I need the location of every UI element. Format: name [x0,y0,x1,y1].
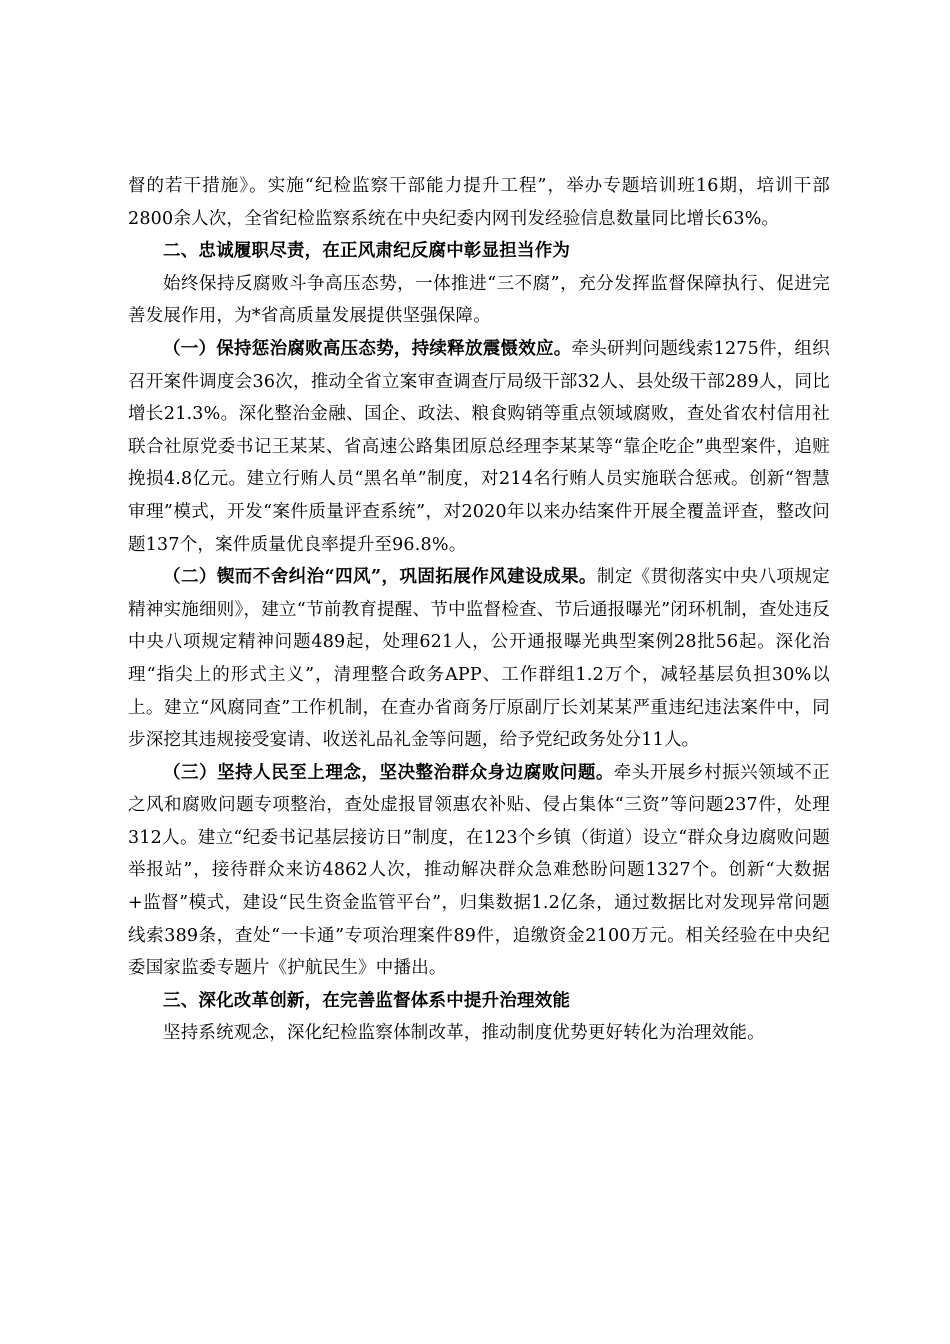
paragraph-subsection-2 [128,561,830,757]
paragraph-text: 制定《贯彻落实中央八项规定精神实施细则》，建立“节前教育提醒、节中监督检查、节后通报曝光”闭环机制，查处违反中央八项规定精神问题489起，处理621人，公开通报曝光典型案例28批56起。深化治理“指尖上的形式主义”，清理整合政务APP、工作群组1.2万个，减轻基层负担30%以上。建立“风腐同查”工作机制，在查办省商务厅原副厅长刘某某严重违纪违法案件中，同步深挖其违规接受宴请、收送礼品礼金等问题，给予党纪政务处分11人。 [128,567,830,751]
paragraph-text: 牵头研判问题线索1275件，组织召开案件调度会36次，推动全省立案审查调查厅局级干部32人、县处级干部289人，同比增长21.3%。深化整治金融、国企、政法、粮食购销等重点领域腐败，查处省农村信用社联合社原党委书记王某某、省高速公路集团原总经理李某某等“靠企吃企”典型案件，追赃挽损4.8亿元。建立行贿人员“黑名单”制度，对214名行贿人员实施联合惩戒。创新“智慧审理”模式，开发“案件质量评查系统”，对2020年以来办结案件开展全覆盖评查，整改问题137个，案件质量优良率提升至96.8%。 [128,338,830,555]
paragraph-text: 始终保持反腐败斗争高压态势，一体推进“三不腐”，充分发挥监督保障执行、促进完善发展作用，为*省高质量发展提供坚强保障。 [128,273,830,327]
paragraph-text: 督的若干措施》。实施“纪检监察干部能力提升工程”，举办专题培训班16期，培训干部2800余人次，全省纪检监察系统在中央纪委内网刊发经验信息数量同比增长63%。 [128,176,830,229]
subsection-lead: （二）锲而不舍纠治“四风”，巩固拓展作风建设成果。 [163,567,597,588]
subsection-lead: （一）保持惩治腐败高压态势，持续释放震慑效应。 [163,338,572,359]
heading-text: 三、深化改革创新，在完善监督体系中提升治理效能 [163,990,571,1011]
paragraph-intro-3 [128,1017,830,1050]
paragraph-text: 坚持系统观念，深化纪检监察体制改革，推动制度优势更好转化为治理效能。 [163,1023,765,1044]
paragraph-subsection-1 [128,333,830,561]
section-heading-3 [128,985,830,1018]
paragraph-text: 牵头开展乡村振兴领域不正之风和腐败问题专项整治，查处虚报冒领惠农补贴、侵占集体“三资”等问题237件，处理312人。建立“纪委书记基层接访日”制度，在123个乡镇（街道）设立“群众身边腐败问题举报站”，接待群众来访4862人次，推动解决群众急难愁盼问题1327个。创新“大数据+监督”模式，建设“民生资金监管平台”，归集数据1.2亿条，通过数据比对发现异常问题线索389条，查处“一卡通”专项治理案件89件，追缴资金2100万元。相关经验在中央纪委国家监委专题片《护航民生》中播出。 [128,762,831,979]
paragraph-continuation [128,170,830,235]
section-heading-2 [128,235,830,268]
paragraph-intro-2 [128,268,830,333]
subsection-lead: （三）坚持人民至上理念，坚决整治群众身边腐败问题。 [163,762,614,783]
heading-text: 二、忠诚履职尽责，在正风肃纪反腐中彰显担当作为 [163,241,571,262]
paragraph-subsection-3 [128,757,830,985]
